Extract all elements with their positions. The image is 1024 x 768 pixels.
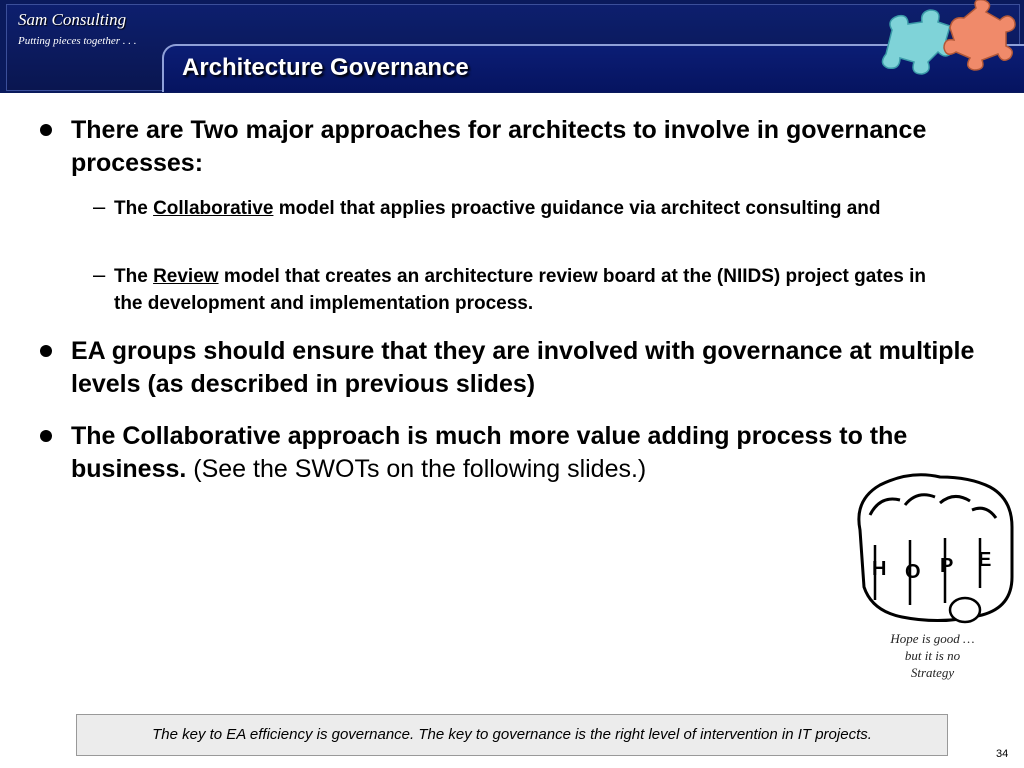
page-number: 34 bbox=[996, 748, 1009, 760]
bullet-text: EA groups should ensure that they are involved with governance at multiple levels (as described in previous slides) bbox=[71, 337, 975, 398]
footer-text: The key to EA efficiency is governance. The key to governance is the right level of intervention in IT projects. bbox=[152, 726, 872, 743]
keyword-collaborative: Collaborative bbox=[153, 198, 274, 219]
fist-letter-h: H bbox=[872, 558, 887, 580]
puzzle-pieces-icon bbox=[880, 0, 1024, 80]
slide-title: Architecture Governance bbox=[182, 54, 469, 81]
keyword-review: Review bbox=[153, 266, 219, 287]
bullet-dot bbox=[40, 430, 52, 442]
dash-marker: – bbox=[93, 262, 106, 287]
brand-tagline: Putting pieces together . . . bbox=[18, 35, 137, 47]
fist-letter-e: E bbox=[978, 549, 992, 571]
footer-callout bbox=[76, 714, 948, 756]
image-caption bbox=[870, 630, 995, 681]
fist-letter-o: O bbox=[905, 561, 921, 583]
caption-line: Strategy bbox=[910, 665, 955, 680]
subbullet-text: The Collaborative model that applies proactive guidance via architect consulting and bbox=[114, 198, 881, 219]
caption-line: but it is no bbox=[904, 648, 961, 663]
brand-name: Sam Consulting bbox=[18, 10, 127, 29]
caption-line: Hope is good … bbox=[890, 631, 975, 646]
bullet-dot bbox=[40, 345, 52, 357]
slide-header bbox=[0, 0, 1024, 93]
dash-marker: – bbox=[93, 194, 106, 219]
hope-fist-image bbox=[850, 470, 1020, 630]
fist-letter-p: P bbox=[940, 555, 954, 577]
bullet-text: There are Two major approaches for architects to involve in governance processes: bbox=[71, 116, 927, 177]
bullet-text: The Collaborative approach is much more value adding process to the business. (See the SWOTs on the following slides.) bbox=[71, 422, 908, 483]
subbullet-text: The Review model that creates an architecture review board at the (NIIDS) project gates in the development and implementation process. bbox=[114, 266, 926, 314]
bullet-dot bbox=[40, 124, 52, 136]
